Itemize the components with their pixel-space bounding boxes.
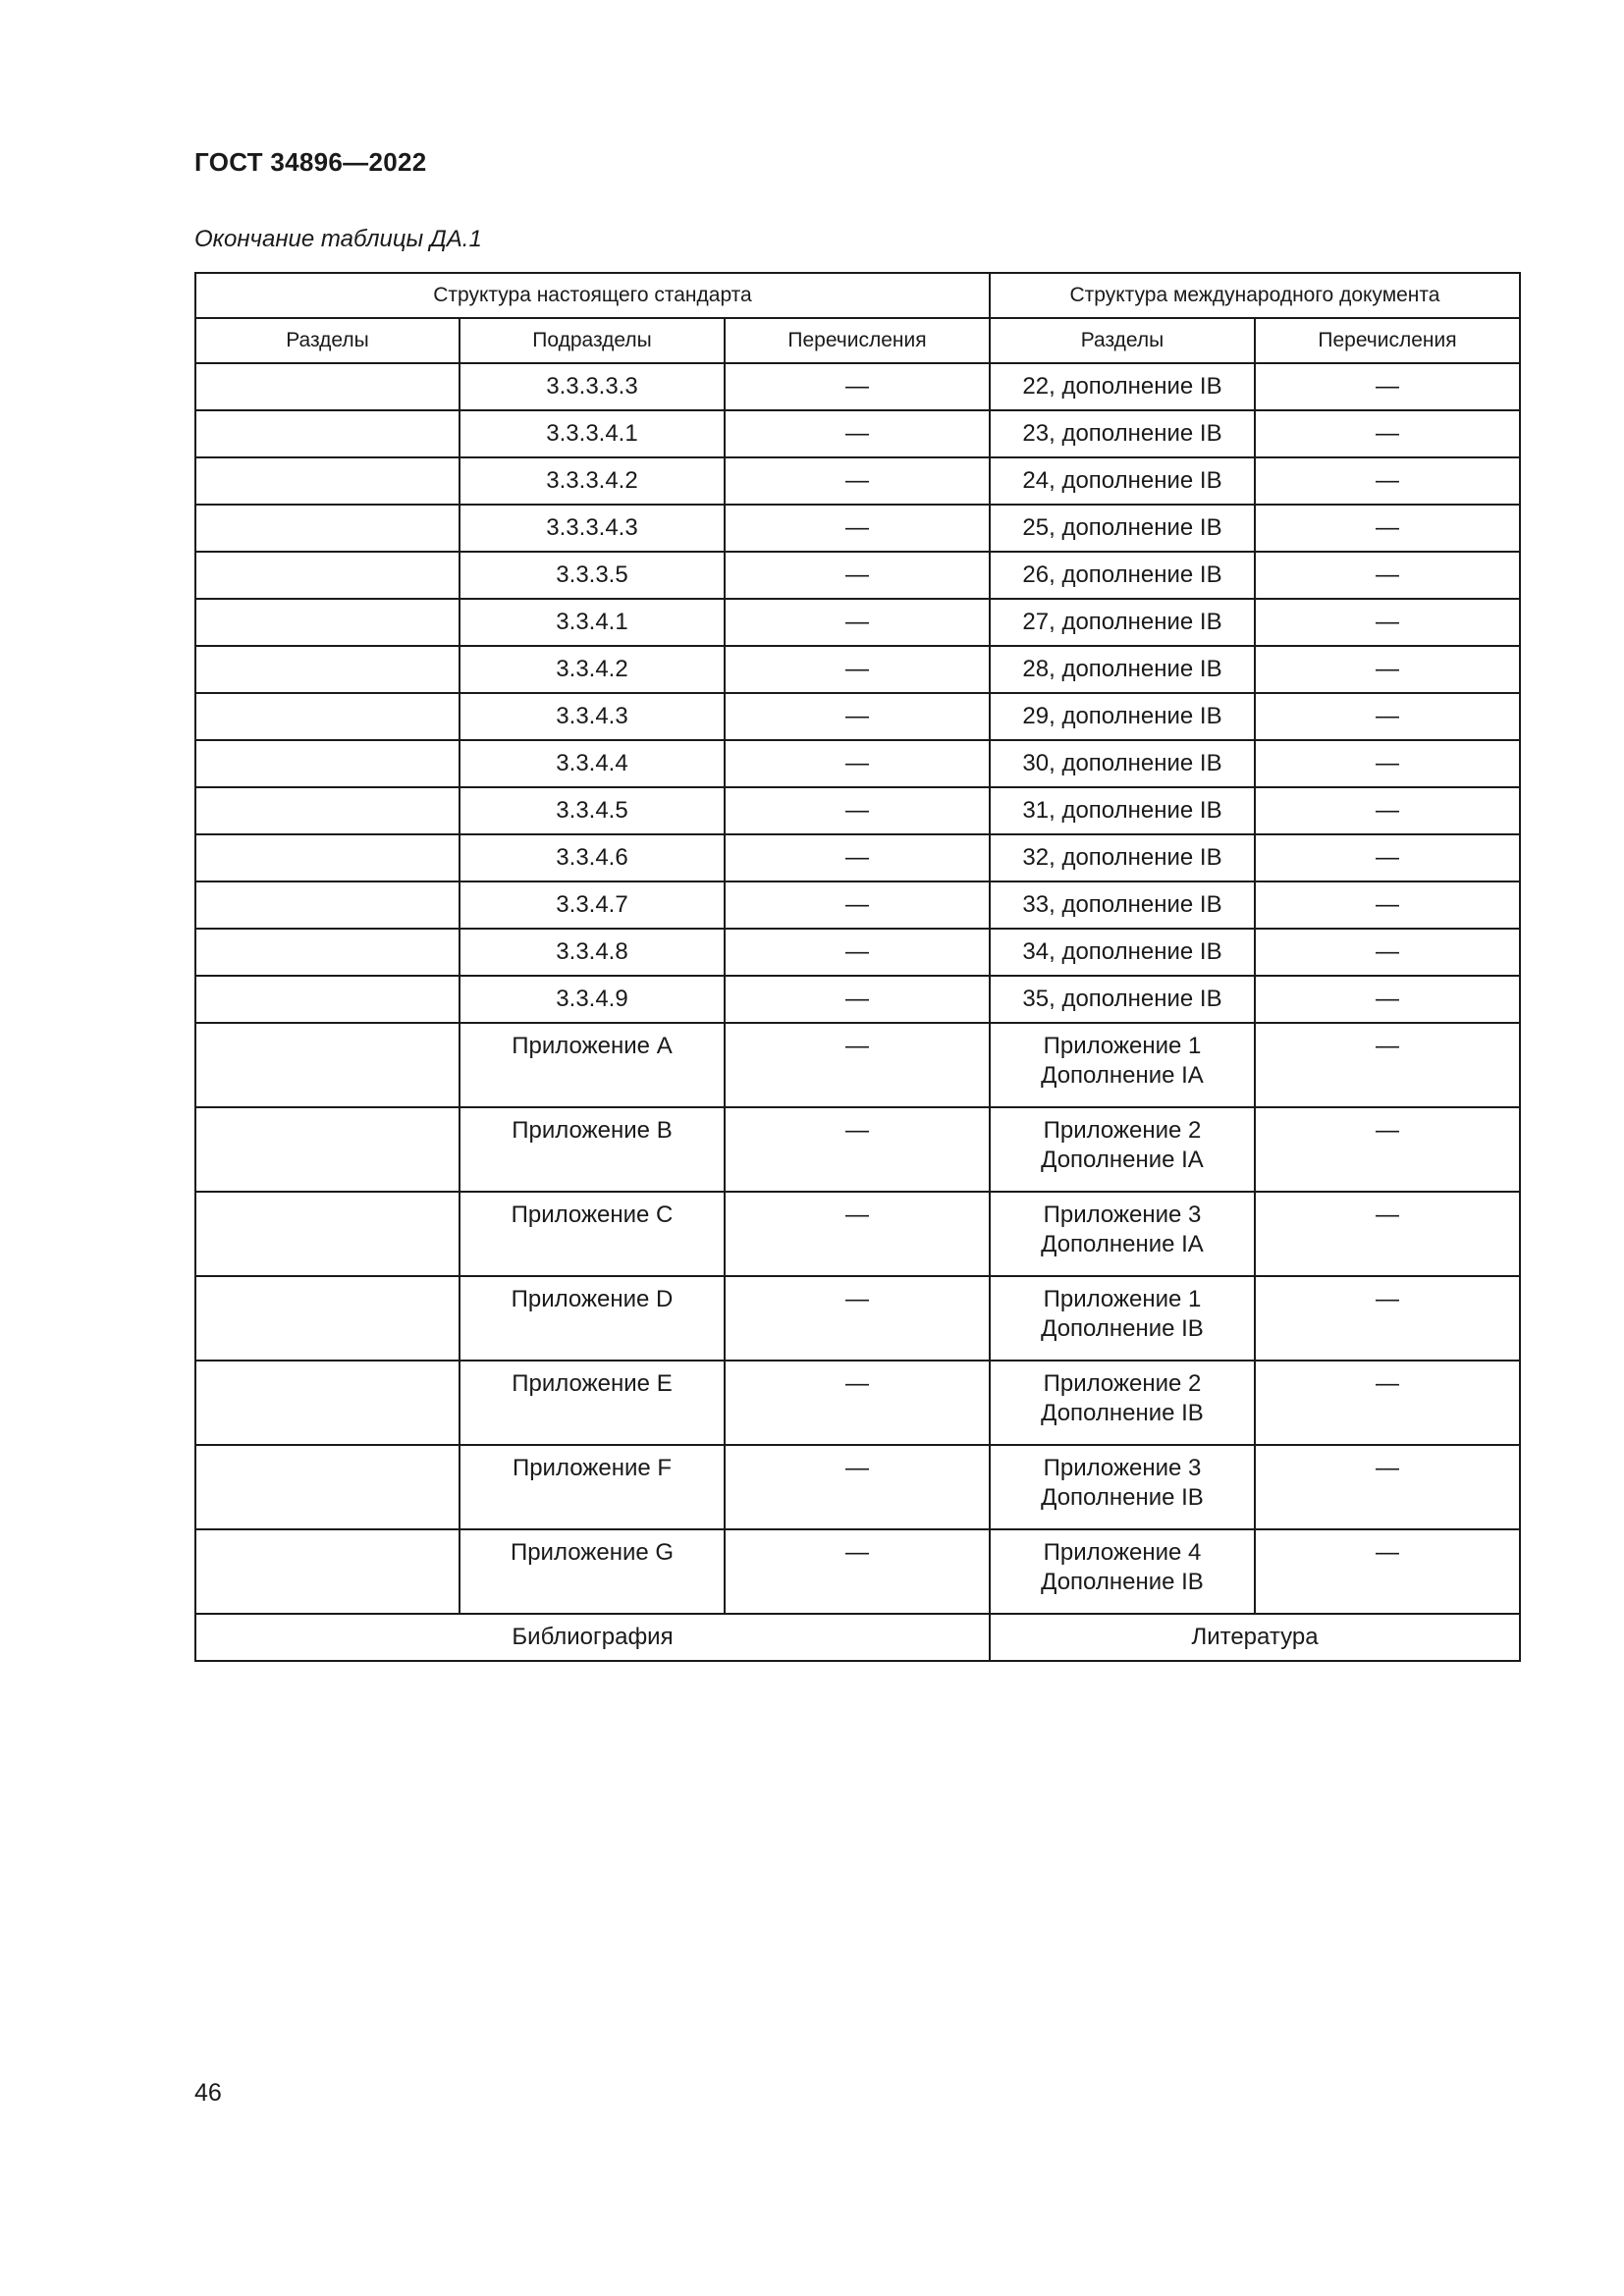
cell-intl-enumeration: — (1255, 457, 1520, 505)
table-row (195, 787, 1520, 834)
cell-intl-section-line: 23, дополнение IB (1022, 420, 1222, 447)
cell-intl-enumeration: — (1255, 1445, 1520, 1529)
footer-bibliography: Библиография (195, 1614, 990, 1661)
cell-enumeration: — (725, 1361, 990, 1445)
column-header: Перечисления (725, 318, 990, 363)
cell-subsection: 3.3.3.4.2 (460, 457, 725, 505)
cell-section (195, 410, 460, 457)
cell-intl-section-line: 33, дополнение IB (1022, 891, 1222, 918)
cell-section (195, 740, 460, 787)
cell-intl-section (990, 1192, 1255, 1276)
cell-subsection: Приложение D (460, 1276, 725, 1361)
cell-intl-section-line: 34, дополнение IB (1022, 938, 1222, 965)
cell-section (195, 1023, 460, 1107)
cell-intl-section-line: 32, дополнение IB (1022, 844, 1222, 871)
cell-enumeration: — (725, 1107, 990, 1192)
cell-subsection: 3.3.3.3.3 (460, 363, 725, 410)
cell-section (195, 1361, 460, 1445)
column-header: Разделы (990, 318, 1255, 363)
cell-enumeration: — (725, 834, 990, 881)
cell-enumeration: — (725, 599, 990, 646)
cell-section (195, 976, 460, 1023)
cell-intl-enumeration: — (1255, 881, 1520, 929)
cell-intl-enumeration: — (1255, 976, 1520, 1023)
table-row (195, 693, 1520, 740)
cell-intl-section (990, 1107, 1255, 1192)
group-header-row (195, 273, 1520, 318)
table-row (195, 1107, 1520, 1192)
table-caption: Окончание таблицы ДА.1 (194, 226, 482, 252)
document-header: ГОСТ 34896—2022 (194, 147, 427, 177)
cell-intl-section-line: 24, дополнение IB (1022, 467, 1222, 494)
cell-enumeration: — (725, 929, 990, 976)
cell-intl-section (990, 646, 1255, 693)
correspondence-table (194, 272, 1521, 1662)
cell-section (195, 1107, 460, 1192)
cell-intl-section (990, 787, 1255, 834)
cell-intl-enumeration: — (1255, 1529, 1520, 1614)
table-row (195, 1445, 1520, 1529)
cell-intl-section (990, 410, 1255, 457)
cell-intl-enumeration: — (1255, 1276, 1520, 1361)
table-row (195, 881, 1520, 929)
cell-subsection: Приложение В (460, 1107, 725, 1192)
cell-enumeration: — (725, 552, 990, 599)
page-number: 46 (194, 2079, 222, 2107)
cell-intl-enumeration: — (1255, 1107, 1520, 1192)
cell-intl-section (990, 363, 1255, 410)
cell-section (195, 1529, 460, 1614)
cell-enumeration: — (725, 505, 990, 552)
footer-literature: Литература (990, 1614, 1520, 1661)
cell-subsection: Приложение С (460, 1192, 725, 1276)
table-row (195, 1192, 1520, 1276)
cell-subsection: Приложение F (460, 1445, 725, 1529)
cell-enumeration: — (725, 1023, 990, 1107)
cell-intl-enumeration: — (1255, 1192, 1520, 1276)
cell-intl-section (990, 457, 1255, 505)
cell-intl-enumeration: — (1255, 834, 1520, 881)
cell-enumeration: — (725, 1192, 990, 1276)
table-row (195, 457, 1520, 505)
cell-intl-section-line: 28, дополнение IB (1022, 656, 1222, 682)
cell-subsection: Приложение А (460, 1023, 725, 1107)
table-row (195, 552, 1520, 599)
cell-subsection: 3.3.3.4.1 (460, 410, 725, 457)
cell-intl-enumeration: — (1255, 787, 1520, 834)
cell-subsection: Приложение Е (460, 1361, 725, 1445)
cell-intl-section (990, 881, 1255, 929)
cell-intl-section-line: 25, дополнение IB (1022, 514, 1222, 541)
cell-subsection: 3.3.4.3 (460, 693, 725, 740)
cell-intl-section-line: Приложение 3 (1043, 1455, 1202, 1481)
cell-section (195, 834, 460, 881)
cell-intl-section-line: Приложение 2 (1043, 1117, 1202, 1144)
cell-subsection: 3.3.4.9 (460, 976, 725, 1023)
group-header-national: Структура настоящего стандарта (195, 273, 990, 318)
cell-intl-section (990, 505, 1255, 552)
cell-intl-section-line: Дополнение IB (1041, 1400, 1204, 1426)
cell-intl-section-line: Приложение 2 (1043, 1370, 1202, 1397)
cell-intl-enumeration: — (1255, 693, 1520, 740)
cell-intl-section-line: Дополнение IA (1041, 1147, 1204, 1173)
table-row (195, 740, 1520, 787)
cell-subsection: 3.3.4.5 (460, 787, 725, 834)
table-row (195, 599, 1520, 646)
table-row (195, 363, 1520, 410)
cell-subsection: 3.3.4.7 (460, 881, 725, 929)
cell-intl-section-line: 27, дополнение IB (1022, 609, 1222, 635)
cell-intl-section (990, 693, 1255, 740)
cell-enumeration: — (725, 693, 990, 740)
cell-intl-section (990, 1023, 1255, 1107)
table-row (195, 1276, 1520, 1361)
cell-enumeration: — (725, 787, 990, 834)
cell-intl-section-line: Дополнение IB (1041, 1569, 1204, 1595)
cell-section (195, 1192, 460, 1276)
cell-section (195, 693, 460, 740)
cell-intl-section-line: Приложение 1 (1043, 1286, 1202, 1312)
table-row (195, 410, 1520, 457)
cell-enumeration: — (725, 881, 990, 929)
cell-intl-section-line: 31, дополнение IB (1022, 797, 1222, 824)
cell-section (195, 881, 460, 929)
cell-intl-section (990, 929, 1255, 976)
cell-intl-enumeration: — (1255, 646, 1520, 693)
column-header: Разделы (195, 318, 460, 363)
cell-intl-section-line: Дополнение IB (1041, 1484, 1204, 1511)
cell-enumeration: — (725, 410, 990, 457)
column-header: Перечисления (1255, 318, 1520, 363)
cell-enumeration: — (725, 976, 990, 1023)
cell-section (195, 929, 460, 976)
cell-section (195, 599, 460, 646)
cell-intl-section-line: 30, дополнение IB (1022, 750, 1222, 776)
group-header-international: Структура международного документа (990, 273, 1520, 318)
cell-intl-section-line: 29, дополнение IB (1022, 703, 1222, 729)
cell-section (195, 457, 460, 505)
cell-intl-section (990, 1445, 1255, 1529)
cell-section (195, 787, 460, 834)
cell-intl-enumeration: — (1255, 599, 1520, 646)
cell-intl-enumeration: — (1255, 552, 1520, 599)
table-row (195, 976, 1520, 1023)
cell-intl-section (990, 1529, 1255, 1614)
table-row (195, 834, 1520, 881)
cell-enumeration: — (725, 1276, 990, 1361)
cell-subsection: Приложение G (460, 1529, 725, 1614)
cell-subsection: 3.3.4.8 (460, 929, 725, 976)
cell-enumeration: — (725, 740, 990, 787)
cell-section (195, 552, 460, 599)
cell-intl-section-line: Дополнение IA (1041, 1231, 1204, 1257)
cell-subsection: 3.3.4.4 (460, 740, 725, 787)
cell-intl-enumeration: — (1255, 410, 1520, 457)
cell-intl-enumeration: — (1255, 1023, 1520, 1107)
table-row (195, 1361, 1520, 1445)
cell-intl-section (990, 834, 1255, 881)
cell-intl-section-line: 26, дополнение IB (1022, 561, 1222, 588)
cell-enumeration: — (725, 1445, 990, 1529)
cell-intl-section (990, 599, 1255, 646)
cell-enumeration: — (725, 646, 990, 693)
cell-section (195, 646, 460, 693)
cell-intl-section-line: 22, дополнение IB (1022, 373, 1222, 400)
cell-subsection: 3.3.4.1 (460, 599, 725, 646)
table-row (195, 1529, 1520, 1614)
cell-intl-enumeration: — (1255, 929, 1520, 976)
cell-intl-section-line: Дополнение IB (1041, 1315, 1204, 1342)
cell-intl-section (990, 1361, 1255, 1445)
cell-intl-section-line: Дополнение IA (1041, 1062, 1204, 1089)
column-header: Подразделы (460, 318, 725, 363)
cell-intl-enumeration: — (1255, 1361, 1520, 1445)
cell-enumeration: — (725, 457, 990, 505)
cell-intl-section (990, 976, 1255, 1023)
footer-row (195, 1614, 1520, 1661)
cell-intl-enumeration: — (1255, 740, 1520, 787)
cell-enumeration: — (725, 1529, 990, 1614)
table-row (195, 1023, 1520, 1107)
cell-subsection: 3.3.3.4.3 (460, 505, 725, 552)
cell-intl-section-line: Приложение 3 (1043, 1201, 1202, 1228)
cell-intl-section (990, 740, 1255, 787)
cell-intl-enumeration: — (1255, 505, 1520, 552)
cell-intl-section (990, 1276, 1255, 1361)
cell-section (195, 505, 460, 552)
table-row (195, 505, 1520, 552)
cell-enumeration: — (725, 363, 990, 410)
cell-intl-section (990, 552, 1255, 599)
cell-section (195, 363, 460, 410)
cell-intl-section-line: 35, дополнение IB (1022, 986, 1222, 1012)
cell-intl-enumeration: — (1255, 363, 1520, 410)
cell-subsection: 3.3.3.5 (460, 552, 725, 599)
cell-intl-section-line: Приложение 1 (1043, 1033, 1202, 1059)
cell-subsection: 3.3.4.6 (460, 834, 725, 881)
column-header-row (195, 318, 1520, 363)
table-row (195, 929, 1520, 976)
table-row (195, 646, 1520, 693)
cell-intl-section-line: Приложение 4 (1043, 1539, 1202, 1566)
cell-section (195, 1445, 460, 1529)
cell-subsection: 3.3.4.2 (460, 646, 725, 693)
cell-section (195, 1276, 460, 1361)
